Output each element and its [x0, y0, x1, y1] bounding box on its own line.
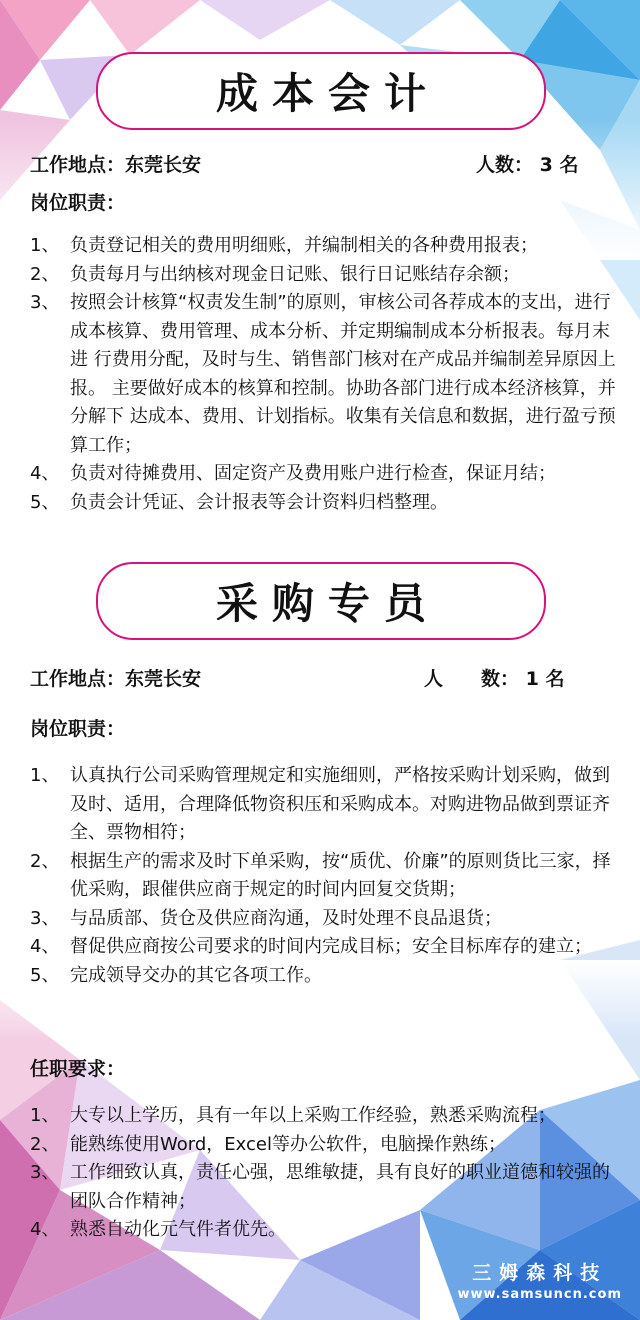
job1-title-banner — [96, 52, 546, 130]
list-item: 2、 根据生产的需求及时下单采购，按“质优、价廉”的原则货比三家，择优采购，跟催供应商于规定的时间内回复交货期； — [30, 850, 611, 900]
job2-requirements-heading: 任职要求： — [30, 1058, 126, 1080]
job1-count-value: 3 — [539, 154, 553, 176]
list-item: 2、 能熟练使用Word，Excel等办公软件，电脑操作熟练； — [30, 1133, 506, 1155]
list-item: 1、 大专以上学历，具有一年以上采购工作经验，熟悉采购流程； — [30, 1105, 556, 1126]
job2-location-line — [30, 664, 201, 691]
job2-headcount — [424, 664, 565, 691]
list-item: 5、 完成领导交办的其它各项工作。 — [30, 964, 322, 986]
job2-location-label: 工作地点： — [30, 668, 126, 690]
job2-count-value: 1 — [525, 668, 539, 690]
job2-title: 采购专员 — [215, 579, 440, 628]
list-item: 4、 熟悉自动化元气件者优先。 — [30, 1219, 286, 1240]
job1-duties-heading: 岗位职责： — [30, 192, 126, 214]
list-item: 3、 与品质部、货仓及供应商沟通，及时处理不良品退货； — [30, 907, 502, 929]
job2-duties-list — [30, 762, 626, 990]
job2-title-banner — [96, 562, 546, 640]
list-item: 2、 负责每月与出纳核对现金日记账、银行日记账结存余额； — [30, 263, 520, 285]
job1-location-label: 工作地点： — [30, 154, 126, 176]
job2-requirements-list — [30, 1102, 626, 1245]
job1-count-label: 人数： — [476, 154, 534, 176]
list-item: 5、 负责会计凭证、会计报表等会计资料归档整理。 — [30, 491, 448, 513]
job2-count-label: 人 数： — [424, 668, 520, 690]
brand-watermark — [457, 1258, 622, 1302]
job1-location-line — [30, 150, 201, 177]
list-item: 1、 负责登记相关的费用明细账，并编制相关的各种费用报表； — [30, 235, 538, 256]
job1-headcount — [476, 150, 579, 177]
list-item: 4、 督促供应商按公司要求的时间内完成目标；安全目标库存的建立； — [30, 936, 592, 957]
list-item: 3、 按照会计核算“权责发生制”的原则，审核公司各荐成本的支出，进行 成本核算、费用管理、成本分析、并定期编制成本分析报表。每月末进 行费用分配，及时与生、销售部门核对在产成品并编制差异原因上报。 主要做好成本的核算和控制。协助各部门进行成本经济核算，并分解下 达成本、费用、计划指标。收集有关信息和数据，进行盈亏预算工作； — [30, 292, 616, 456]
brand-url: www.samsuncn.com — [457, 1287, 622, 1302]
list-item: 1、 认真执行公司采购管理规定和实施细则，严格按采购计划采购，做到及时、适用，合理降低物资积压和采购成本。对购进物品做到票证齐全、票物相符； — [30, 765, 610, 843]
job2-count-unit: 名 — [545, 668, 565, 690]
job1-location: 东莞长安 — [125, 154, 202, 176]
job2-location: 东莞长安 — [125, 668, 202, 690]
job1-title: 成本会计 — [215, 69, 440, 118]
job1-count-unit: 名 — [559, 154, 579, 176]
list-item: 4、 负责对待摊费用、固定资产及费用账户进行检查，保证月结； — [30, 463, 556, 484]
job1-duties-list — [30, 232, 626, 517]
brand-name: 三姆森科技 — [472, 1262, 608, 1284]
job2-duties-heading: 岗位职责： — [30, 718, 126, 740]
list-item: 3、 工作细致认真，责任心强，思维敏捷，具有良好的职业道德和较强的团队合作精神； — [30, 1162, 610, 1212]
